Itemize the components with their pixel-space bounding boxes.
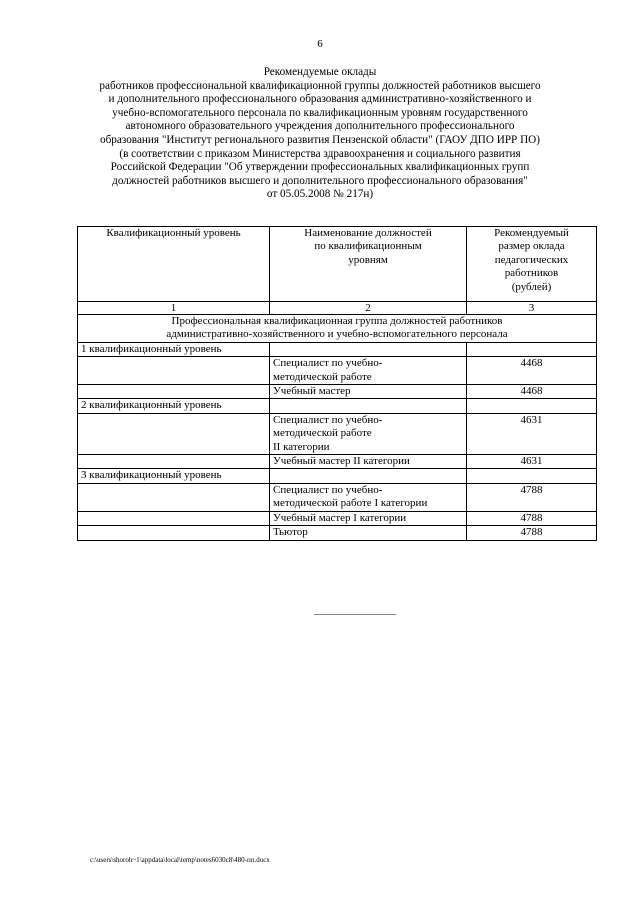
table-row xyxy=(78,455,597,469)
empty-cell xyxy=(467,342,597,356)
table-header-row xyxy=(78,227,597,302)
table-row xyxy=(78,357,597,385)
table-row xyxy=(78,413,597,454)
column-number: 1 xyxy=(78,302,270,315)
heading-line: работников профессиональной квалификационной группы должностей работников высшего xyxy=(99,79,541,92)
heading-line: и дополнительного профессионального образования административно-хозяйственного и xyxy=(108,93,532,106)
heading-line: Российской Федерации "Об утверждении профессиональных квалификационных групп xyxy=(110,161,530,174)
empty-cell xyxy=(467,469,597,483)
column-number: 3 xyxy=(467,302,597,315)
table-row xyxy=(78,526,597,540)
position-name: Специалист по учебно- методической работе xyxy=(270,357,467,385)
document-heading xyxy=(66,66,574,202)
header-position-name: Наименование должностей по квалификационным уровням xyxy=(270,227,467,302)
group-title: Профессиональная квалификационная группа должностей работников административно-хозяйственного и учебно-вспомогательного персонала xyxy=(78,315,597,343)
empty-cell xyxy=(78,511,270,525)
salary-value: 4788 xyxy=(467,483,597,511)
salary-value: 4631 xyxy=(467,413,597,454)
table-row xyxy=(78,511,597,525)
column-number: 2 xyxy=(270,302,467,315)
empty-cell xyxy=(78,385,270,399)
level-label: 2 квалификационный уровень xyxy=(78,399,270,413)
position-name: Учебный мастер xyxy=(270,385,467,399)
empty-cell xyxy=(467,399,597,413)
heading-line: должностей работников высшего и дополнительного профессионального образования" xyxy=(112,174,528,187)
header-salary: Рекомендуемый размер оклада педагогических работников (рублей) xyxy=(467,227,597,302)
empty-cell xyxy=(78,413,270,454)
position-name: Учебный мастер II категории xyxy=(270,455,467,469)
column-number-row xyxy=(78,302,597,315)
empty-cell xyxy=(78,483,270,511)
heading-line: автономного образовательного учреждения дополнительного профессионального xyxy=(125,120,515,133)
heading-title: Рекомендуемые оклады xyxy=(263,66,377,78)
group-title-row xyxy=(78,315,597,343)
header-qualification-level: Квалификационный уровень xyxy=(78,227,270,302)
salary-value: 4631 xyxy=(467,455,597,469)
table-row xyxy=(78,483,597,511)
salary-value: 4468 xyxy=(467,357,597,385)
empty-cell xyxy=(78,526,270,540)
salary-value: 4468 xyxy=(467,385,597,399)
table-row xyxy=(78,385,597,399)
separator-line xyxy=(314,614,396,615)
heading-line: (в соответствии с приказом Министерства здравоохранения и социального развития xyxy=(119,147,521,160)
table-row xyxy=(78,469,597,483)
position-name: Специалист по учебно- методической работе II категории xyxy=(270,413,467,454)
salary-value: 4788 xyxy=(467,526,597,540)
heading-line: учебно-вспомогательного персонала по квалификационным уровням государственного xyxy=(112,106,528,119)
salary-value: 4788 xyxy=(467,511,597,525)
table-row xyxy=(78,399,597,413)
empty-cell xyxy=(270,469,467,483)
empty-cell xyxy=(78,357,270,385)
salary-table xyxy=(77,226,597,541)
table-row xyxy=(78,342,597,356)
level-label: 3 квалификационный уровень xyxy=(78,469,270,483)
heading-line: от 05.05.2008 № 217н) xyxy=(266,188,374,201)
empty-cell xyxy=(270,342,467,356)
empty-cell xyxy=(78,455,270,469)
position-name: Учебный мастер I категории xyxy=(270,511,467,525)
level-label: 1 квалификационный уровень xyxy=(78,342,270,356)
page-number: 6 xyxy=(317,38,323,50)
position-name: Тьютор xyxy=(270,526,467,540)
position-name: Специалист по учебно- методической работе I категории xyxy=(270,483,467,511)
empty-cell xyxy=(270,399,467,413)
heading-line: образования "Институт регионального развития Пензенской области" (ГАОУ ДПО ИРР ПО) xyxy=(100,133,540,146)
footer-file-path: c:\users\shoroh~1\appdata\local\temp\notes6030c8\480-пп.docx xyxy=(90,856,270,864)
